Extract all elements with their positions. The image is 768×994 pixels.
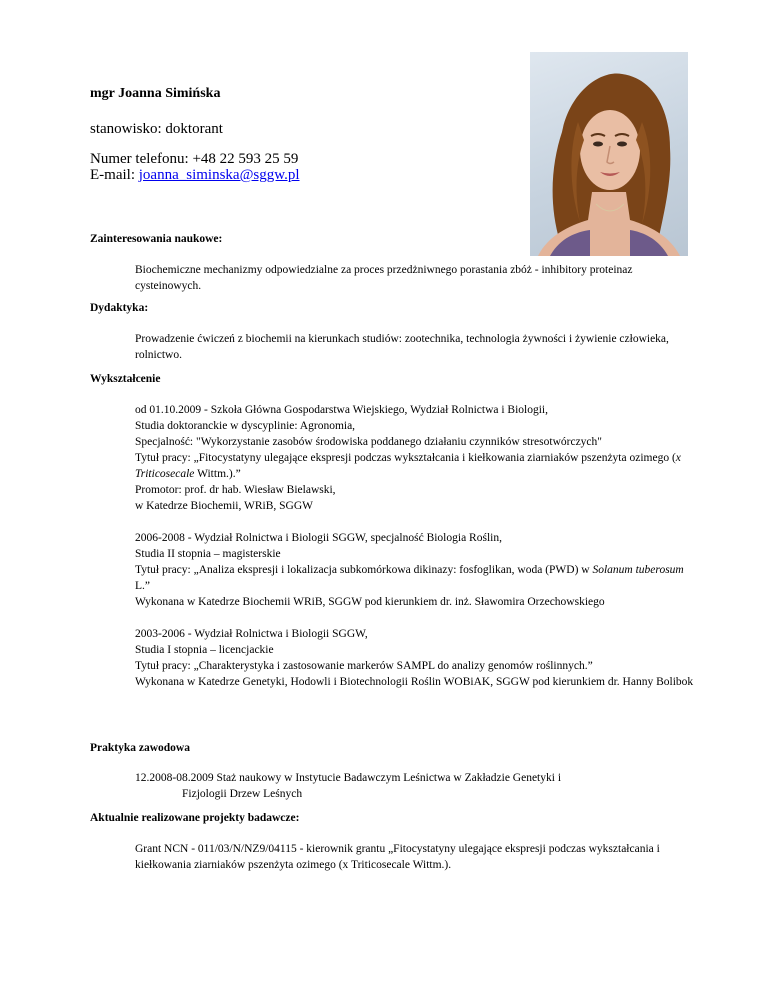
portrait-photo-icon: [530, 52, 688, 256]
phone-text: Numer telefonu: +48 22 593 25 59: [90, 151, 299, 167]
projects-text: Grant NCN - 011/03/N/NZ9/04115 - kierownik grantu „Fitocystatyny ulegające ekspresji podczas wykształcania i kiełkowania ziarniaków pszenżyta ozimego (x Triticosecale Wittm.).: [135, 843, 660, 871]
education-entry-2-line: Wykonana w Katedrze Biochemii WRiB, SGGW pod kierunkiem dr. inż. Sławomira Orzechowskiego: [135, 596, 605, 608]
practice-text: [135, 770, 695, 802]
practice-heading: Praktyka zawodowa: [90, 742, 190, 754]
portrait-photo: [530, 52, 688, 256]
education-entry-2-line: 2006-2008 - Wydział Rolnictwa i Biologii SGGW, specjalność Biologia Roślin,: [135, 532, 502, 544]
projects-heading: Aktualnie realizowane projekty badawcze:: [90, 812, 300, 824]
education-entry-1-line: od 01.10.2009 - Szkoła Główna Gospodarstwa Wiejskiego, Wydział Rolnictwa i Biologii,: [135, 404, 549, 416]
email-label: E-mail:: [90, 167, 139, 183]
education-entry-3-line: Tytuł pracy: „Charakterystyka i zastosowanie markerów SAMPL do analizy genomów roślinnych.”: [135, 660, 593, 672]
position-text: stanowisko: doktorant: [90, 121, 223, 137]
person-name: mgr Joanna Simińska: [90, 86, 221, 101]
email-link[interactable]: joanna_siminska@sggw.pl: [138, 167, 300, 183]
education-entry-1-line: w Katedrze Biochemii, WRiB, SGGW: [135, 500, 314, 512]
education-entry-2-title: Tytuł pracy: „Analiza ekspresji i lokalizacja subkomórkowa dikinazy: fosfoglikan, woda (PWD) w Solanum tuberosum L.”: [135, 564, 684, 592]
email-line: [90, 167, 300, 184]
teaching-text: Prowadzenie ćwiczeń z biochemii na kierunkach studiów: zootechnika, technologia żywności i żywienie człowieka, rolnictwo.: [135, 333, 669, 361]
education-entry-2-line: Studia II stopnia – magisterskie: [135, 548, 281, 560]
education-entry-1-line: Promotor: prof. dr hab. Wiesław Bielawski,: [135, 484, 336, 496]
teaching-heading: Dydaktyka:: [90, 302, 149, 314]
education-entry-1: [135, 402, 695, 514]
education-entry-1-title: Tytuł pracy: „Fitocystatyny ulegające ekspresji podczas wykształcania i kiełkowania ziarniaków pszenżyta ozimego (x Triticosecale Wittm.).”: [135, 452, 681, 480]
education-entry-1-line: Specjalność: "Wykorzystanie zasobów środowiska poddanego działaniu czynników stresotwórczych": [135, 436, 602, 448]
education-entry-3: [135, 626, 695, 690]
education-entry-1-line: Studia doktoranckie w dyscyplinie: Agronomia,: [135, 420, 356, 432]
education-entry-2: [135, 530, 695, 610]
interests-heading: Zainteresowania naukowe:: [90, 233, 223, 245]
interests-text: Biochemiczne mechanizmy odpowiedzialne za proces przedżniwnego porastania zbóż - inhibitory proteinaz cysteinowych.: [135, 264, 633, 292]
education-entry-3-line: Studia I stopnia – licencjackie: [135, 644, 274, 656]
practice-line: 12.2008-08.2009 Staż naukowy w Instytucie Badawczym Leśnictwa w Zakładzie Genetyki i: [135, 772, 562, 784]
education-entry-3-line: 2003-2006 - Wydział Rolnictwa i Biologii SGGW,: [135, 628, 368, 640]
education-heading: Wykształcenie: [90, 373, 161, 385]
education-entry-3-line: Wykonana w Katedrze Genetyki, Hodowli i Biotechnologii Roślin WOBiAK, SGGW pod kierunkiem dr. Hanny Bolibok: [135, 676, 694, 688]
practice-line: Fizjologii Drzew Leśnych: [182, 788, 303, 800]
